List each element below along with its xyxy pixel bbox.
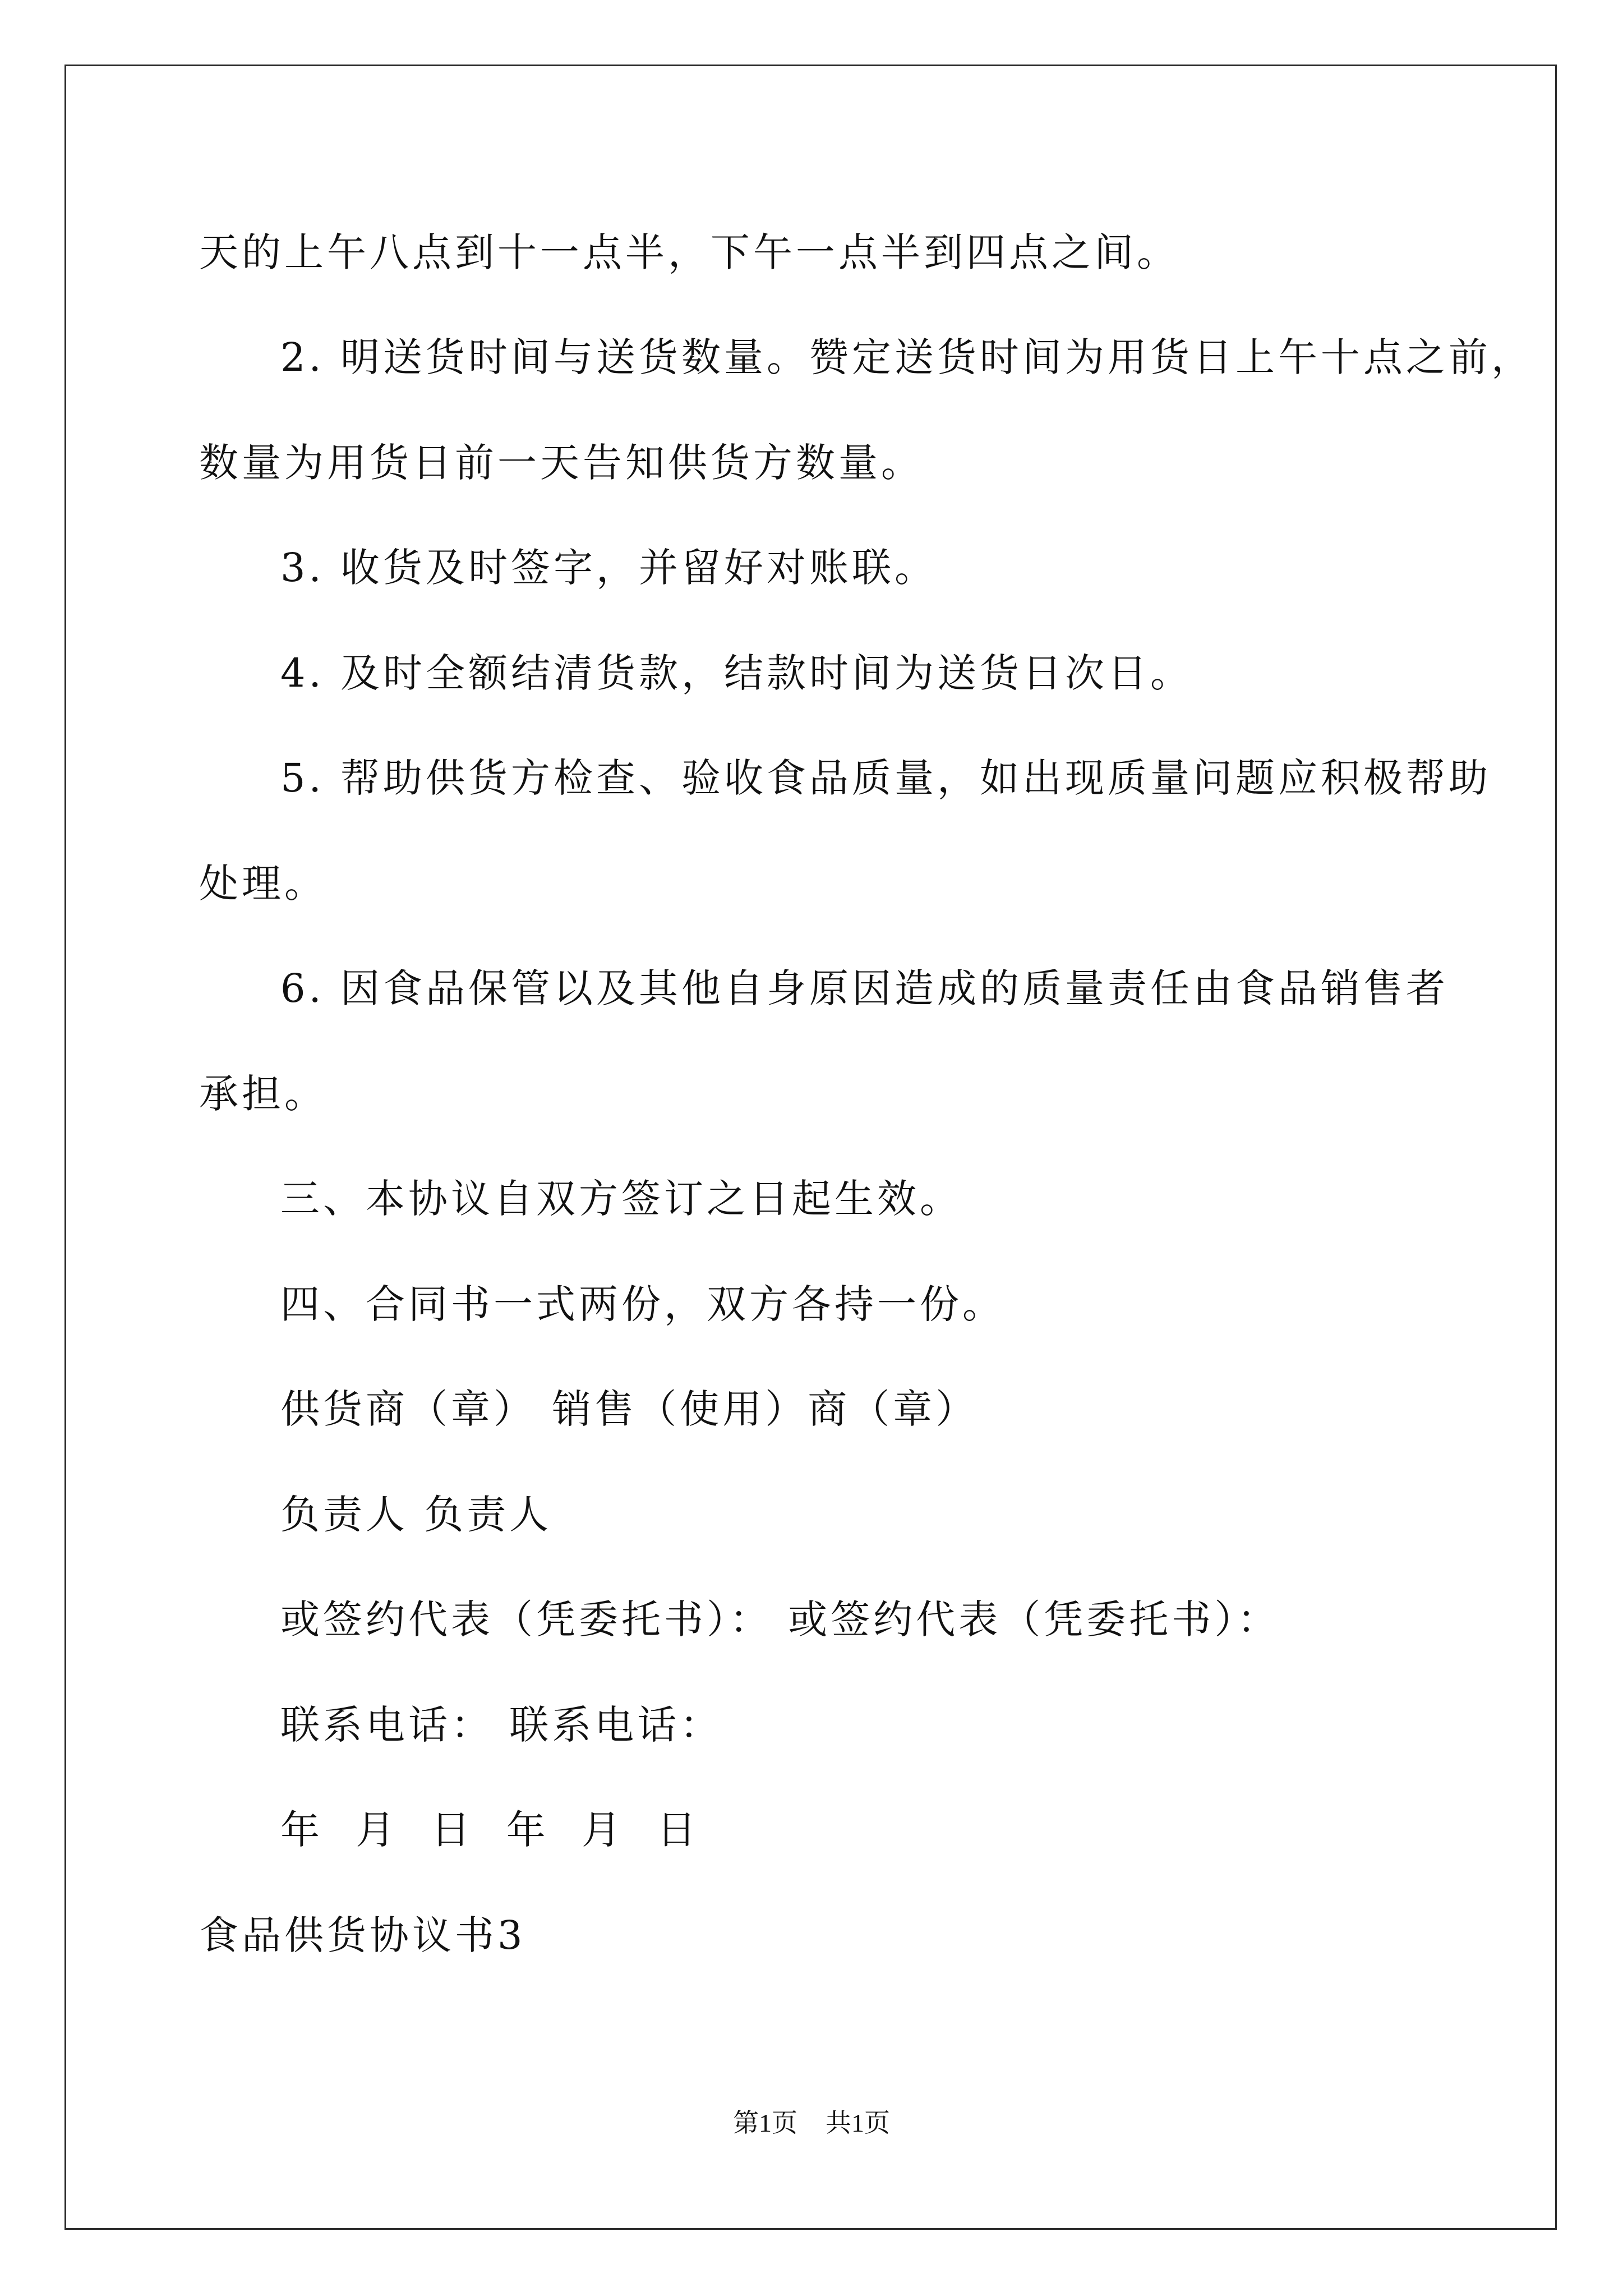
signature-date: 年 月 日 年 月 日 — [280, 1807, 700, 1853]
signature-representative: 或签约代表（凭委托书）： 或签约代表（凭委托书）： — [280, 1596, 1280, 1642]
clause-three: 三、本协议自双方签订之日起生效。 — [280, 1176, 962, 1222]
list-item-4: 4. 及时全额结清货款，结款时间为送货日次日。 — [280, 650, 1193, 696]
signature-parties: 供货商（章） 销售（使用）商（章） — [280, 1386, 979, 1432]
text-line: 天的上午八点到十一点半，下午一点半到四点之间。 — [199, 229, 1179, 275]
signature-phone: 联系电话： 联系电话： — [280, 1702, 723, 1748]
clause-four: 四、合同书一式两份，双方各持一份。 — [280, 1281, 1005, 1327]
page-number: 第1页 — [733, 2109, 797, 2137]
list-item-6: 6. 因食品保管以及其他自身原因造成的质量责任由食品销售者 — [280, 965, 1449, 1011]
text-line: 数量为用货日前一天告知供货方数量。 — [199, 440, 924, 486]
list-item-2: 2. 明送货时间与送货数量。赞定送货时间为用货日上午十点之前， — [280, 334, 1534, 380]
page-total: 共1页 — [826, 2109, 890, 2137]
list-item-3: 3. 收货及时签字，并留好对账联。 — [280, 545, 938, 591]
list-item-5: 5. 帮助供货方检查、验收食品质量，如出现质量问题应积极帮助 — [280, 755, 1492, 801]
signature-responsible: 负责人 负责人 — [280, 1492, 552, 1538]
page-footer — [0, 2106, 1623, 2140]
page-border — [64, 65, 1557, 2230]
text-line: 处理。 — [199, 861, 327, 907]
section-heading: 食品供货协议书3 — [199, 1912, 526, 1958]
text-line: 承担。 — [199, 1071, 327, 1117]
